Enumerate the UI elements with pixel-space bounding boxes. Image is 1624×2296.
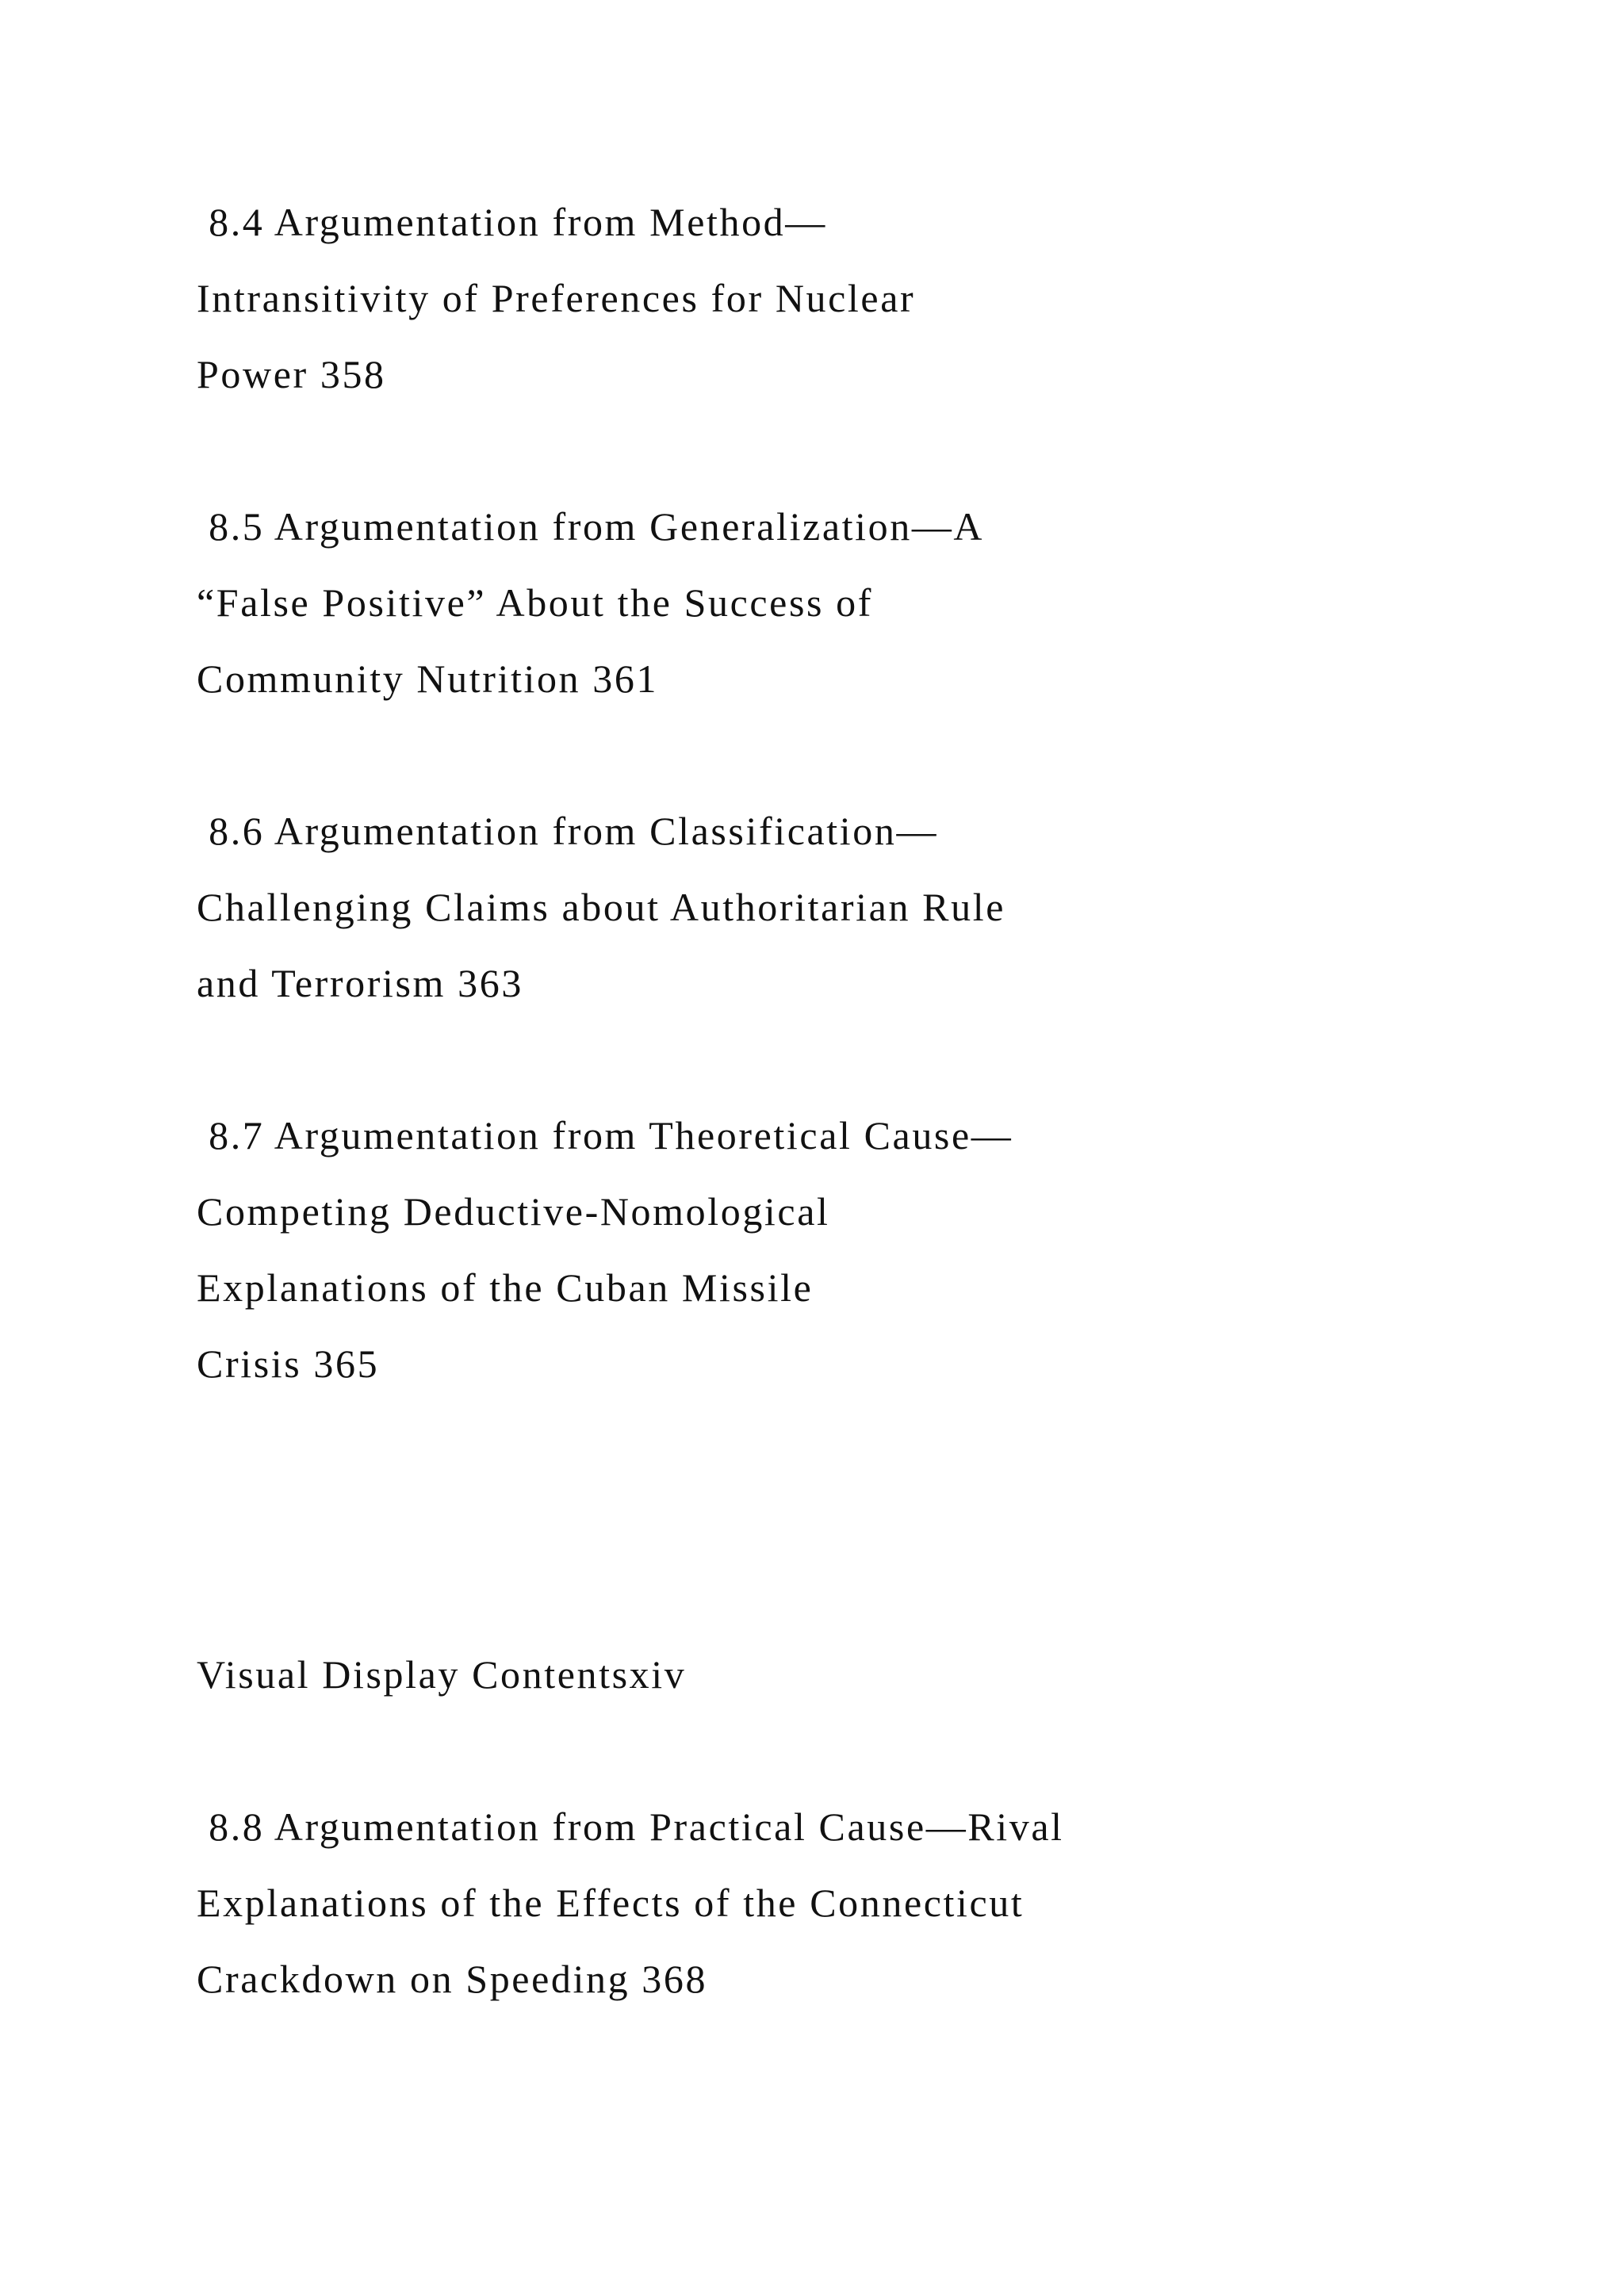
toc-entry-line: Challenging Claims about Authoritarian Rule xyxy=(197,885,1006,929)
toc-entry-line: 8.5 Argumentation from Generalization—A xyxy=(197,504,985,549)
toc-entry-line: Power 358 xyxy=(197,352,386,396)
toc-entry-line: Competing Deductive-Nomological xyxy=(197,1189,830,1234)
toc-entry-line: Explanations of the Effects of the Connecticut xyxy=(197,1881,1025,1925)
toc-entry-line: 8.8 Argumentation from Practical Cause—Rival xyxy=(197,1804,1064,1849)
toc-entry-line: Crackdown on Speeding 368 xyxy=(197,1957,708,2001)
toc-entry-line: “False Positive” About the Success of xyxy=(197,580,874,625)
running-header: Visual Display Contentsxiv xyxy=(197,1652,687,1697)
toc-entry-line: Intransitivity of Preferences for Nuclear xyxy=(197,276,916,320)
toc-entry-line: Explanations of the Cuban Missile xyxy=(197,1265,814,1310)
toc-entry-line: Community Nutrition 361 xyxy=(197,656,659,701)
toc-entry-line: 8.6 Argumentation from Classification— xyxy=(197,809,939,853)
toc-entry-line: and Terrorism 363 xyxy=(197,961,523,1005)
toc-entry-line: 8.4 Argumentation from Method— xyxy=(197,200,827,244)
toc-entry-line: Crisis 365 xyxy=(197,1341,380,1386)
toc-entry-line: 8.7 Argumentation from Theoretical Cause— xyxy=(197,1113,1013,1158)
